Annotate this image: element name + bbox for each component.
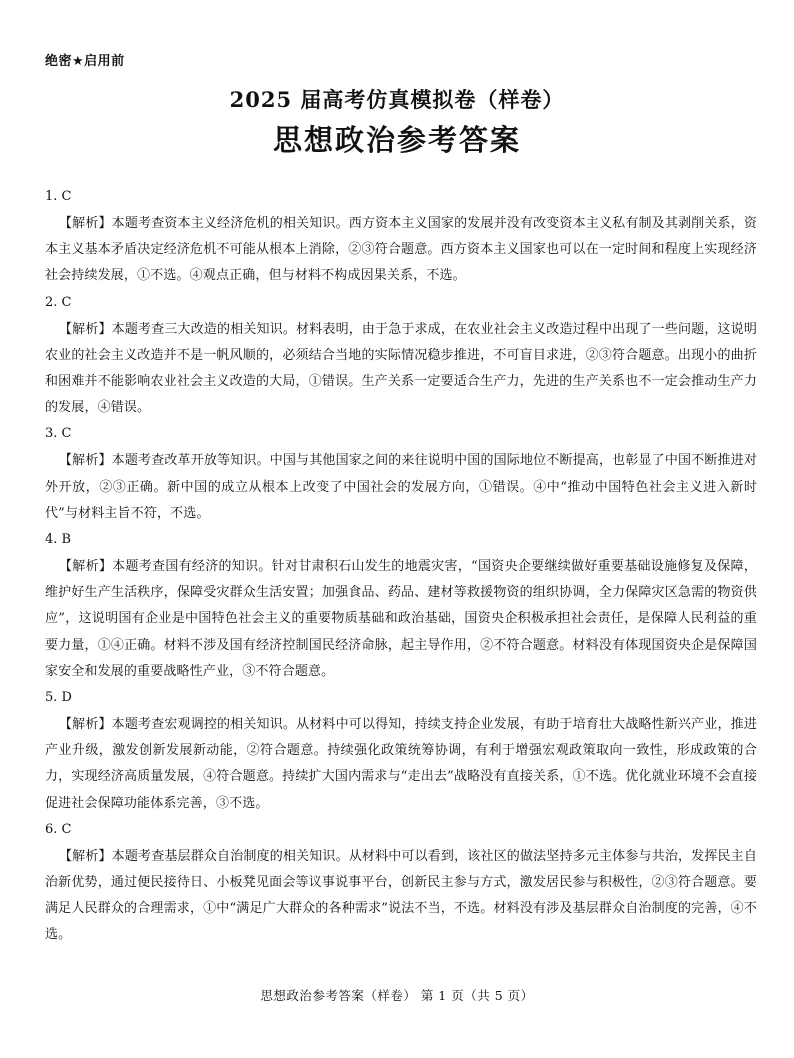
secret-mark: 绝密★启用前 [45,54,125,69]
page-footer: 思想政治参考答案（样卷） 第 1 页（共 5 页） [260,988,534,1003]
answer-item-2 [45,292,757,422]
answer-number: 3. C [45,426,72,442]
answer-analysis: 【解析】本题考查改革开放等知识。中国与其他国家之间的来往说明中国的国际地位不断提高，也彰显了中国不断推进对外开放，②③正确。新中国的成立从根本上改变了中国社会的发展方向，①错误。④中“推动中国特色社会主义进入新时代”与材料主旨不符，不选。 [45,453,757,521]
answer-analysis: 【解析】本题考查宏观调控的相关知识。从材料中可以得知，持续支持企业发展，有助于培育壮大战略性新兴产业，推进产业升级，激发创新发展新动能，②符合题意。持续强化政策统筹协调，有利于增强宏观政策取向一致性，形成政策的合力，实现经济高质量发展，④符合题意。持续扩大国内需求与“走出去”战略没有直接关系，①不选。优化就业环境不会直接促进社会保障功能体系完善，③不选。 [45,717,757,811]
answer-number: 1. C [45,189,72,204]
answer-item-4 [45,529,757,685]
answer-list [45,186,757,951]
answer-number: 6. C [45,821,72,837]
answer-analysis: 【解析】本题考查资本主义经济危机的相关知识。西方资本主义国家的发展并没有改变资本主义私有制及其剥削关系，资本主义基本矛盾决定经济危机不可能从根本上消除，②③符合题意。西方资本主义国家也可以在一定时间和程度上实现经济社会持续发展，①不选。④观点正确，但与材料不构成因果关系，不选。 [45,216,757,284]
answer-analysis: 【解析】本题考查三大改造的相关知识。材料表明，由于急于求成，在农业社会主义改造过程中出现了一些问题，这说明农业的社会主义改造并不是一帆风顺的，必须结合当地的实际情况稳步推进，不可盲目求进，②③符合题意。出现小的曲折和困难并不能影响农业社会主义改造的大局，①错误。生产关系一定要适合生产力，先进的生产关系也不一定会推动生产力的发展，④错误。 [45,321,757,416]
exam-title: 2025 届高考仿真模拟卷（样卷） [229,87,565,112]
answer-analysis: 【解析】本题考查国有经济的知识。针对甘肃积石山发生的地震灾害，“国资央企要继续做好重要基础设施修复及保障，维护好生产生活秩序，保障受灾群众生活安置；加强食品、药品、建材等救援物资的组织协调，全力保障灾区急需的物资供应”，这说明国有企业是中国特色社会主义的重要物质基础和政治基础，国资央企积极承担社会责任，是保障人民利益的重要力量，①④正确。材料不涉及国有经济控制国民经济命脉，起主导作用，②不符合题意。材料没有体现国资央企是保障国家安全和发展的重要战略性产业，③不符合题意。 [45,559,757,679]
answer-item-5 [45,687,757,817]
document-title: 思想政治参考答案 [272,123,521,157]
answer-number: 4. B [45,532,72,548]
answer-number: 2. C [45,294,72,310]
answer-item-6 [45,819,757,949]
answer-number: 5. D [45,690,72,706]
answer-item-3 [45,423,757,527]
answer-item-1 [45,186,757,290]
answer-analysis: 【解析】本题考查基层群众自治制度的相关知识。从材料中可以看到，该社区的做法坚持多元主体参与共治，发挥民主自治新优势，通过便民接待日、小板凳见面会等议事说事平台，创新民主参与方式，激发居民参与积极性，②③符合题意。要满足人民群众的合理需求，①中“满足广大群众的各种需求”说法不当，不选。材料没有涉及基层群众自治制度的完善，④不选。 [45,848,757,943]
